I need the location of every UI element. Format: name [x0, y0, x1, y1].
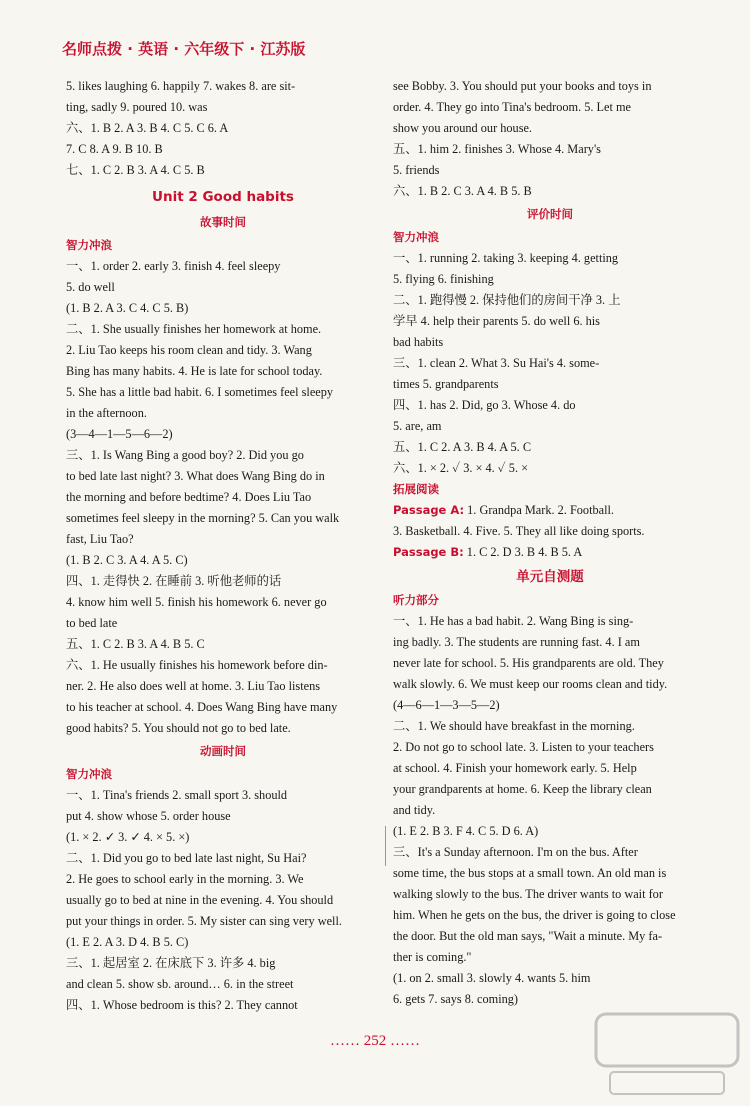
answer-line: your grandparents at home. 6. Keep the library clean [393, 782, 652, 796]
subsection-title: 评价时间 [527, 207, 573, 221]
answer-line: the morning and before bedtime? 4. Does Liu Tao [66, 490, 312, 504]
answer-line: 六、1. B 2. C 3. A 4. B 5. B [393, 184, 532, 198]
answer-line: 7. C 8. A 9. B 10. B [66, 142, 163, 156]
answer-line: the door. But the old man says, "Wait a minute. My fa- [393, 929, 663, 943]
answer-line: in the afternoon. [66, 406, 147, 420]
answer-line: 一、1. running 2. taking 3. keeping 4. getting [393, 251, 619, 265]
section-heading: 智力冲浪 [393, 230, 439, 244]
answer-line: 5. are, am [393, 419, 442, 433]
page-number: …… 252 …… [330, 1033, 420, 1049]
answer-line: see Bobby. 3. You should put your books and toys in [393, 79, 652, 93]
answer-line: ner. 2. He also does well at home. 3. Liu Tao listens [66, 679, 321, 693]
answer-line: usually go to bed at nine in the evening. 4. You should [66, 893, 334, 907]
watermark-logo [592, 1010, 742, 1100]
answer-line: 2. He goes to school early in the morning. 3. We [66, 872, 304, 886]
book-header-title: 名师点拨 · 英语 · 六年级下 · 江苏版 [62, 40, 306, 58]
answer-line: bad habits [393, 335, 444, 349]
answer-line: 三、1. 起居室 2. 在床底下 3. 许多 4. big [66, 956, 276, 970]
answer-line: 五、1. C 2. B 3. A 4. B 5. C [66, 637, 205, 651]
answer-line: (1. on 2. small 3. slowly 4. wants 5. him [393, 971, 591, 985]
left-answer-column [66, 76, 380, 1016]
subsection-title: 故事时间 [200, 215, 246, 229]
answer-line: to bed late [66, 616, 118, 630]
answer-line: Bing has many habits. 4. He is late for school today. [66, 364, 323, 378]
answer-line: 六、1. He usually finishes his homework before din- [66, 658, 328, 672]
answer-line: show you around our house. [393, 121, 533, 135]
answer-line: 五、1. C 2. A 3. B 4. A 5. C [393, 440, 532, 454]
answer-line: 四、1. Whose bedroom is this? 2. They cannot [66, 998, 298, 1012]
answer-line: 5. She has a little bad habit. 6. I sometimes feel sleepy [66, 385, 334, 399]
answer-line: sometimes feel sleepy in the morning? 5. Can you walk [66, 511, 340, 525]
answer-line: 三、1. clean 2. What 3. Su Hai's 4. some- [393, 356, 600, 370]
answer-line: ther is coming." [393, 950, 472, 964]
answer-line: fast, Liu Tao? [66, 532, 134, 546]
answer-line: 四、1. has 2. Did, go 3. Whose 4. do [393, 398, 576, 412]
passage-answers: 1. C 2. D 3. B 4. B 5. A [463, 545, 583, 559]
subsection-title: 动画时间 [200, 744, 246, 758]
passage-answer-line [393, 500, 707, 521]
answer-line: (1. B 2. A 3. C 4. C 5. B) [66, 301, 189, 315]
answer-line: (1. B 2. C 3. A 4. A 5. C) [66, 553, 188, 567]
answer-line: 5. likes laughing 6. happily 7. wakes 8. are sit- [66, 79, 296, 93]
section-heading: 智力冲浪 [66, 238, 112, 252]
answer-line: good habits? 5. You should not go to bed late. [66, 721, 291, 735]
answer-line: put 4. show whose 5. order house [66, 809, 231, 823]
answer-line: 二、1. 跑得慢 2. 保持他们的房间干净 3. 上 [393, 293, 621, 307]
answer-line: 七、1. C 2. B 3. A 4. C 5. B [66, 163, 205, 177]
answer-line: 5. do well [66, 280, 115, 294]
unit-title: Unit 2 Good habits [152, 189, 294, 205]
answer-line: (1. E 2. B 3. F 4. C 5. D 6. A) [393, 824, 539, 838]
passage-answer-line [393, 542, 707, 563]
answer-line: 六、1. × 2. ✓ 3. × 4. ✓ 5. × [393, 461, 529, 475]
answer-line: 五、1. him 2. finishes 3. Whose 4. Mary's [393, 142, 601, 156]
answer-line: 六、1. B 2. A 3. B 4. C 5. C 6. A [66, 121, 229, 135]
answer-line: to his teacher at school. 4. Does Wang Bing have many [66, 700, 338, 714]
answer-line: order. 4. They go into Tina's bedroom. 5. Let me [393, 100, 631, 114]
right-answer-column [393, 76, 707, 1010]
answer-line: 三、1. Is Wang Bing a good boy? 2. Did you go [66, 448, 304, 462]
answer-line: and tidy. [393, 803, 436, 817]
answer-line: 4. know him well 5. finish his homework 6. never go [66, 595, 327, 609]
answer-line: walking slowly to the bus. The driver wants to wait for [393, 887, 663, 901]
column-divider [385, 826, 386, 866]
answer-line: 6. gets 7. says 8. coming) [393, 992, 519, 1006]
answer-line: at school. 4. Finish your homework early. 5. Help [393, 761, 637, 775]
answer-line: ting, sadly 9. poured 10. was [66, 100, 208, 114]
answer-line: him. When he gets on the bus, the driver is going to close [393, 908, 676, 922]
answer-line: (1. E 2. A 3. D 4. B 5. C) [66, 935, 189, 949]
answer-line: 3. Basketball. 4. Five. 5. They all like doing sports. [393, 524, 645, 538]
answer-line: 2. Liu Tao keeps his room clean and tidy. 3. Wang [66, 343, 312, 357]
section-heading: 智力冲浪 [66, 767, 112, 781]
answer-line: 5. friends [393, 163, 440, 177]
answer-line: 二、1. We should have breakfast in the morning. [393, 719, 635, 733]
section-heading: 拓展阅读 [393, 482, 439, 496]
answer-line: 5. flying 6. finishing [393, 272, 494, 286]
answer-line: and clean 5. show sb. around… 6. in the street [66, 977, 294, 991]
answer-line: some time, the bus stops at a small town. An old man is [393, 866, 667, 880]
section-heading: 听力部分 [393, 593, 439, 607]
answer-line: put your things in order. 5. My sister can sing very well. [66, 914, 342, 928]
answer-line: (3—4—1—5—6—2) [66, 427, 173, 441]
answer-line: 二、1. She usually finishes her homework at home. [66, 322, 322, 336]
answer-line: 学早 4. help their parents 5. do well 6. his [393, 314, 600, 328]
answer-line: (4—6—1—3—5—2) [393, 698, 500, 712]
answer-line: walk slowly. 6. We must keep our rooms clean and tidy. [393, 677, 668, 691]
answer-line: ing badly. 3. The students are running fast. 4. I am [393, 635, 640, 649]
unit-test-title: 单元自测题 [516, 569, 584, 585]
answer-line: 2. Do not go to school late. 3. Listen to your teachers [393, 740, 654, 754]
passage-label: Passage A: [393, 503, 465, 517]
answer-line: times 5. grandparents [393, 377, 499, 391]
answer-line: 一、1. He has a bad habit. 2. Wang Bing is sing- [393, 614, 634, 628]
answer-line: 四、1. 走得快 2. 在睡前 3. 听他老师的话 [66, 574, 282, 588]
passage-label: Passage B: [393, 545, 464, 559]
answer-line: 一、1. order 2. early 3. finish 4. feel sleepy [66, 259, 281, 273]
answer-line: 二、1. Did you go to bed late last night, Su Hai? [66, 851, 307, 865]
answer-line: 三、It's a Sunday afternoon. I'm on the bus. After [393, 845, 638, 859]
passage-answers: 1. Grandpa Mark. 2. Football. [464, 503, 615, 517]
answer-line: (1. × 2. ✓ 3. ✓ 4. × 5. ×) [66, 830, 190, 844]
answer-line: to bed late last night? 3. What does Wang Bing do in [66, 469, 325, 483]
answer-line: never late for school. 5. His grandparents are old. They [393, 656, 664, 670]
answer-line: 一、1. Tina's friends 2. small sport 3. should [66, 788, 288, 802]
